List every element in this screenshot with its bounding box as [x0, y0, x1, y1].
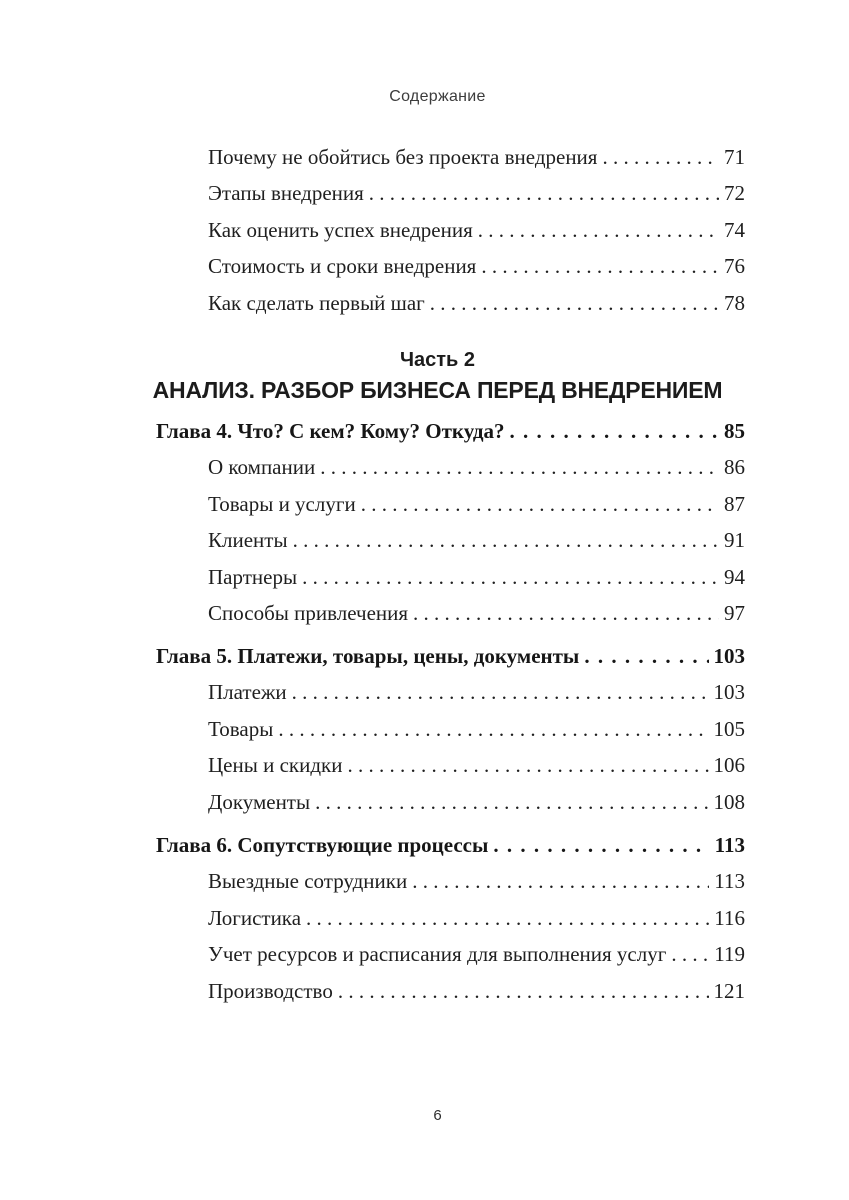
toc-entry [156, 747, 745, 783]
dot-leader [584, 638, 708, 674]
toc-entry-page: 103 [713, 680, 745, 705]
page-number-footer [0, 1106, 849, 1126]
toc-entry [156, 863, 745, 899]
toc-entry-title: Товары [208, 716, 274, 741]
dot-leader [361, 486, 719, 522]
toc-entry-title: Клиенты [208, 528, 288, 553]
dot-leader [481, 248, 719, 284]
toc-entry [156, 936, 745, 972]
toc-entry-title: Способы привлечения [208, 601, 409, 626]
toc-entry [156, 212, 745, 248]
toc-entry-page: 78 [724, 290, 745, 315]
toc-entry-page: 113 [714, 869, 745, 894]
page-number-label: 6 [433, 1107, 442, 1124]
toc-entry-title: Как сделать первый шаг [208, 290, 425, 315]
toc-entry [156, 674, 745, 710]
running-head [0, 87, 849, 107]
toc-entry-title: Товары и услуги [208, 491, 356, 516]
toc-chapter-5-block [156, 638, 745, 820]
toc-entry-title: Производство [208, 978, 333, 1003]
toc-continuation-block [156, 139, 745, 321]
toc-entry-page: 106 [713, 753, 745, 778]
chapter-row [156, 413, 745, 449]
dot-leader [493, 827, 709, 863]
dot-leader [347, 747, 708, 783]
dot-leader [278, 711, 708, 747]
toc-entry [156, 559, 745, 595]
toc-entry-page: 119 [714, 942, 745, 967]
toc-entry [156, 285, 745, 321]
running-head-label: Содержание [389, 88, 486, 105]
toc-entry-page: 71 [724, 145, 745, 169]
toc-entry-page: 86 [724, 455, 745, 480]
dot-leader [602, 139, 719, 175]
toc-entry [156, 139, 745, 175]
toc-entry-page: 91 [724, 528, 745, 553]
toc-entry-title: Почему не обойтись без проекта внедрения [208, 145, 598, 169]
toc-entry-page: 121 [713, 978, 745, 1003]
part-kicker: Часть 2 [399, 349, 476, 371]
chapter-page: 113 [714, 833, 745, 857]
toc-entry [156, 595, 745, 631]
dot-leader [320, 449, 719, 485]
toc-entry-page: 105 [713, 716, 745, 741]
chapter-page: 85 [724, 419, 745, 443]
toc-entry-page: 97 [724, 601, 745, 626]
chapter-title: Глава 6. Сопутствующие процессы [156, 833, 489, 857]
dot-leader [306, 900, 709, 936]
toc-chapter-6-block [156, 827, 745, 1009]
toc-entry-page: 108 [713, 789, 745, 814]
part-heading [0, 346, 849, 405]
toc-entry [156, 175, 745, 211]
dot-leader [292, 674, 709, 710]
dot-leader [315, 784, 708, 820]
dot-leader [430, 285, 719, 321]
toc-entry-title: Платежи [208, 680, 287, 705]
toc-entry-title: Логистика [208, 905, 302, 930]
dot-leader [510, 413, 719, 449]
toc-entry-title: Цены и скидки [208, 753, 343, 778]
toc-entry-page: 116 [714, 905, 745, 930]
dot-leader [293, 522, 719, 558]
chapter-title: Глава 4. Что? С кем? Кому? Откуда? [156, 419, 505, 443]
toc-entry-page: 72 [724, 181, 745, 206]
toc-entry-title: Партнеры [208, 564, 298, 589]
toc-entry-page: 87 [724, 491, 745, 516]
toc-entry [156, 449, 745, 485]
dot-leader [302, 559, 719, 595]
toc-entry [156, 522, 745, 558]
chapter-title: Глава 5. Платежи, товары, цены, документы [156, 644, 580, 668]
toc-entry [156, 711, 745, 747]
toc-entry-title: Документы [208, 789, 311, 814]
dot-leader [478, 212, 719, 248]
toc-entry-title: Выездные сотрудники [208, 869, 408, 894]
toc-entry-title: Этапы внедрения [208, 181, 364, 206]
toc-entry [156, 486, 745, 522]
toc-entry-page: 94 [724, 564, 745, 589]
toc-entry [156, 248, 745, 284]
toc-entry [156, 784, 745, 820]
toc-entry-title: О компании [208, 455, 316, 480]
dot-leader [413, 595, 719, 631]
chapter-row [156, 638, 745, 674]
toc-entry [156, 973, 745, 1009]
dot-leader [369, 175, 719, 211]
toc-entry-title: Стоимость и сроки внедрения [208, 254, 477, 279]
toc-entry-page: 74 [724, 217, 745, 242]
toc-entry-page: 76 [724, 254, 745, 279]
toc-entry-title: Учет ресурсов и расписания для выполнения услуг [208, 942, 667, 967]
part-title: АНАЛИЗ. РАЗБОР БИЗНЕСА ПЕРЕД ВНЕДРЕНИЕМ [152, 377, 723, 403]
toc-entry [156, 900, 745, 936]
chapter-page: 103 [713, 644, 745, 668]
chapter-row [156, 827, 745, 863]
dot-leader [671, 936, 709, 972]
dot-leader [338, 973, 709, 1009]
toc-entry-title: Как оценить успех внедрения [208, 217, 473, 242]
toc-chapter-4-block [156, 413, 745, 632]
dot-leader [412, 863, 709, 899]
